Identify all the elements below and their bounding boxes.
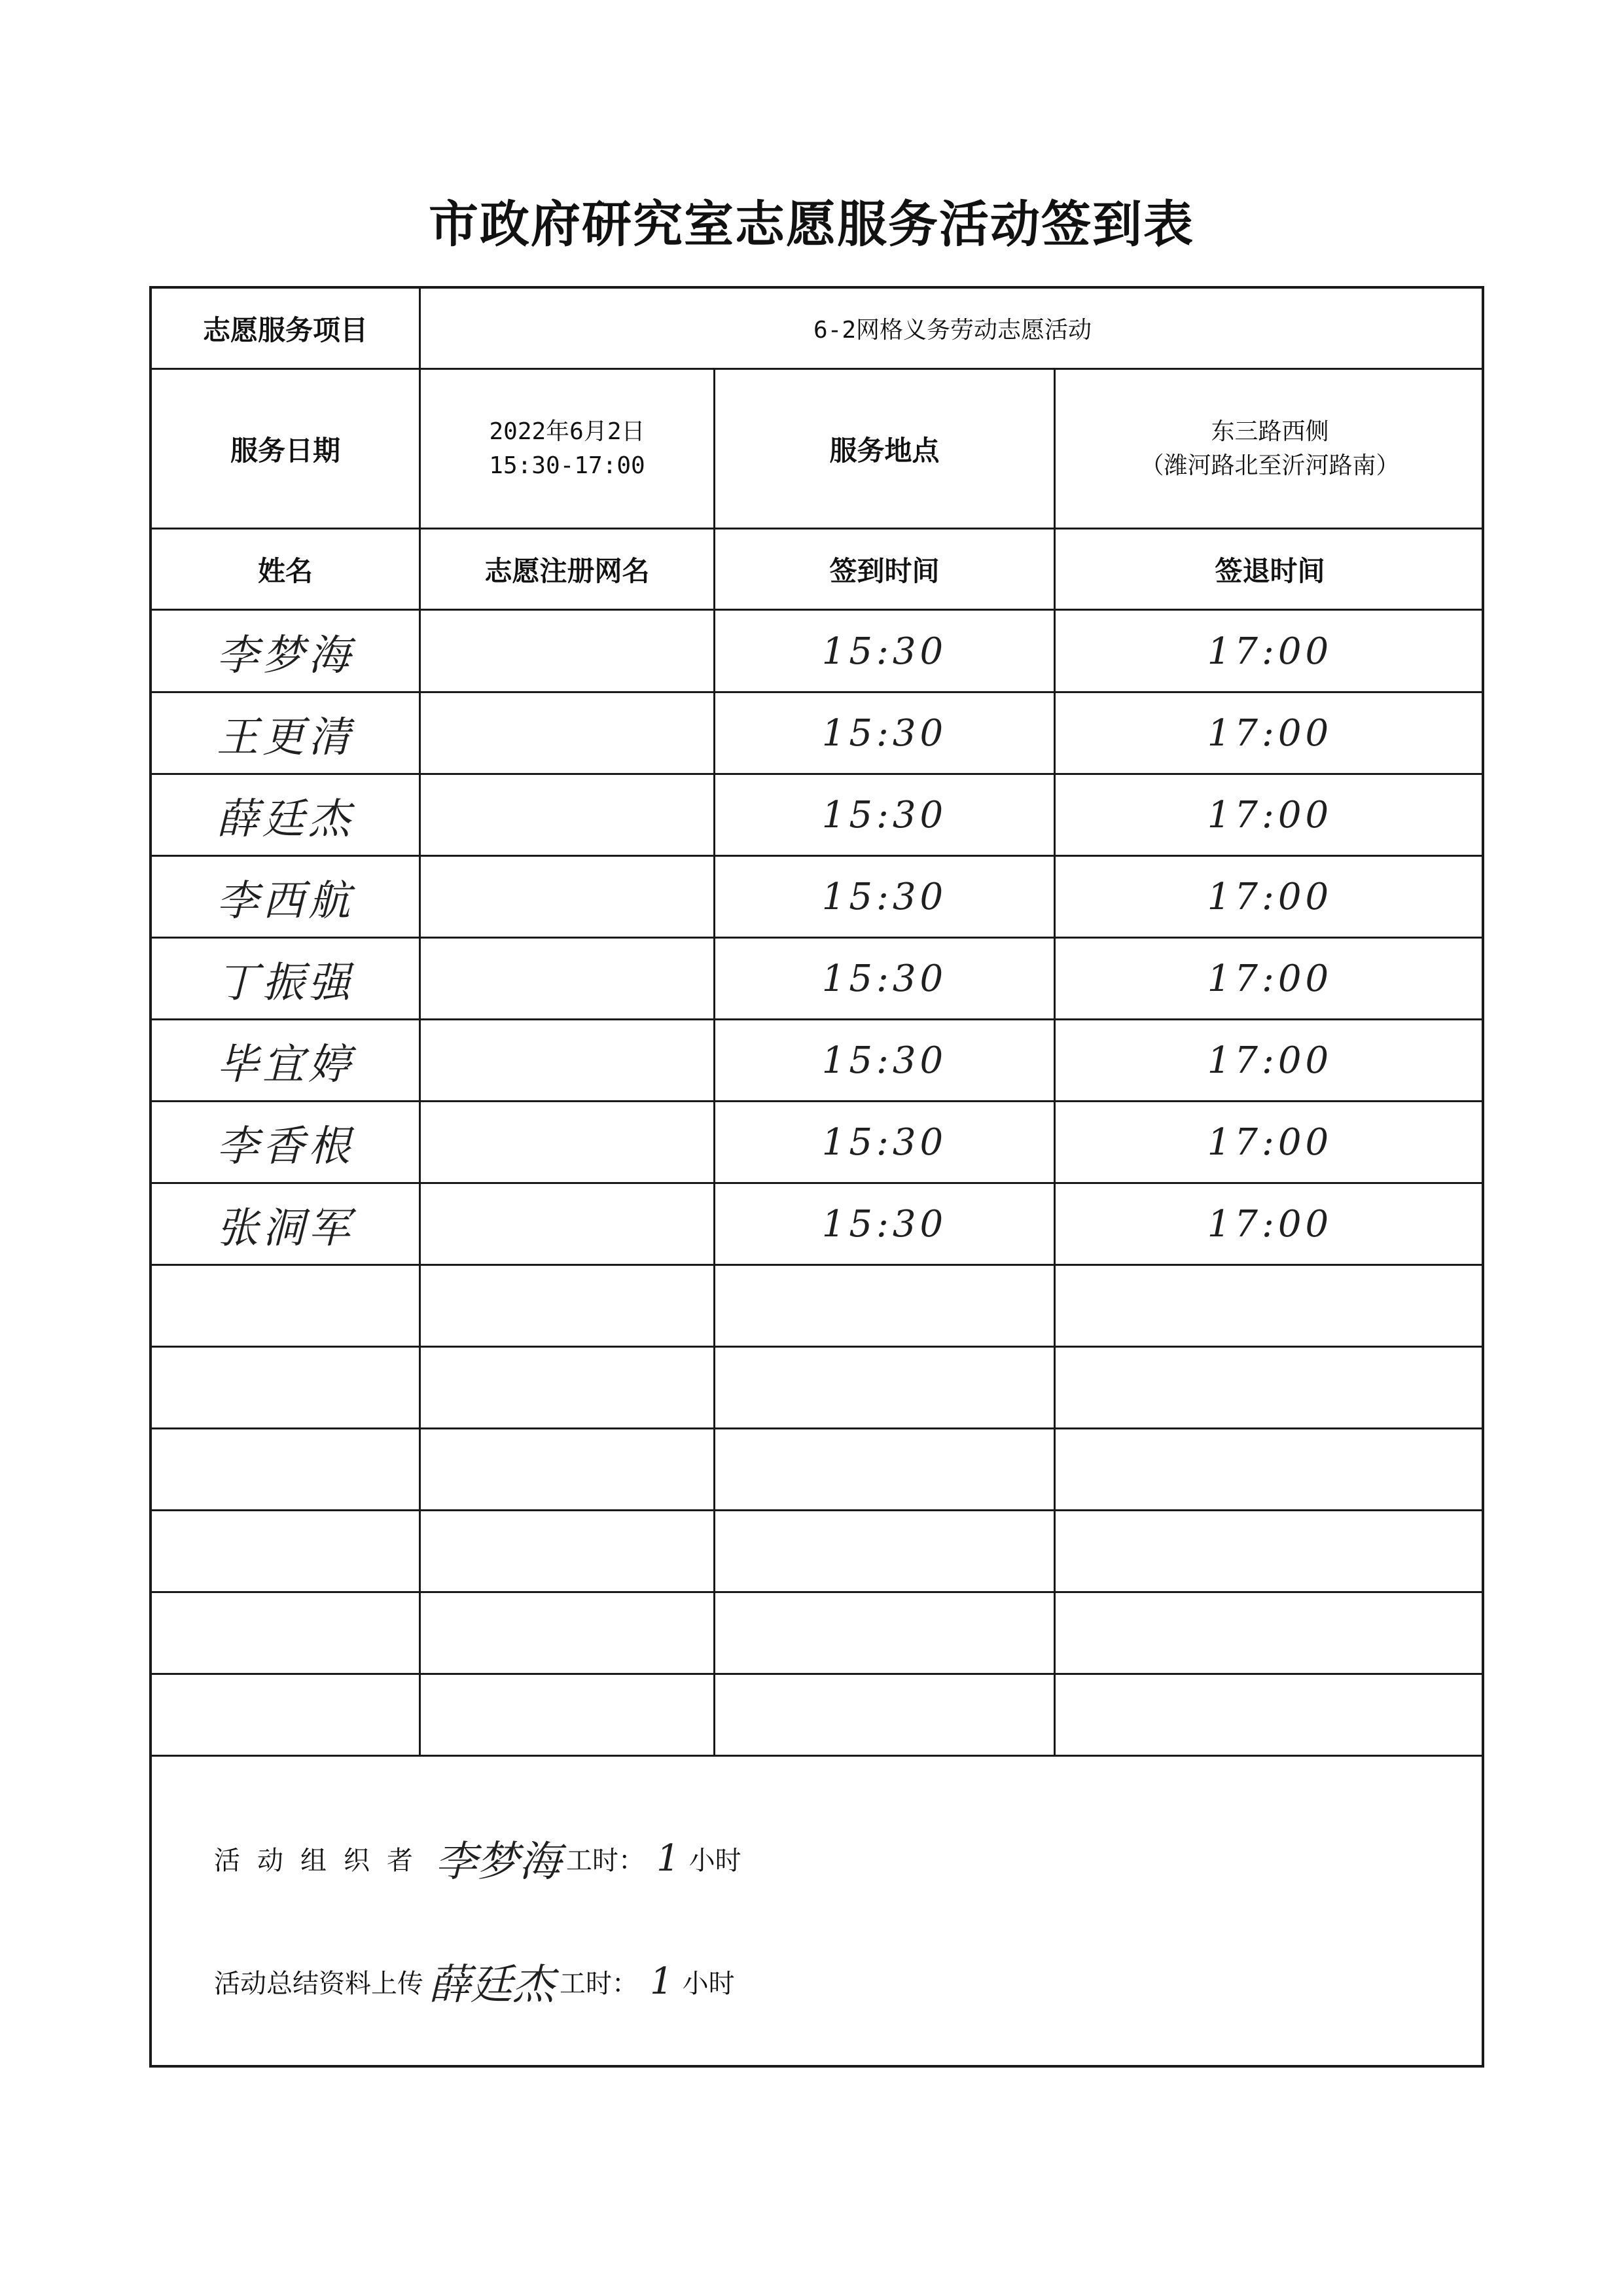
organizer-hours-label: 工时： <box>566 1845 645 1876</box>
sign-out-cell: 17:00 <box>1207 1203 1333 1246</box>
service-place-label: 服务地点 <box>829 434 940 467</box>
sign-out-cell <box>1056 1592 1484 1674</box>
project-label: 志愿服务项目 <box>202 314 368 346</box>
divider <box>152 1755 1484 1757</box>
service-date-value <box>421 370 713 528</box>
name-cell: 王更清 <box>217 713 354 762</box>
name-cell <box>152 1347 419 1429</box>
name-cell: 毕宜婷 <box>217 1040 354 1089</box>
name-cell <box>152 1511 419 1592</box>
service-date-label: 服务日期 <box>230 434 340 467</box>
organizer-hours-unit: 小时 <box>688 1845 741 1876</box>
organizer-line <box>214 1828 741 1888</box>
sign-in-cell <box>715 1265 1054 1347</box>
divider <box>419 611 421 1756</box>
nickname-cell <box>421 1265 713 1347</box>
nickname-cell <box>421 938 713 1020</box>
sign-in-cell: 15:30 <box>821 630 948 673</box>
nickname-cell <box>421 1674 713 1756</box>
name-cell <box>152 1429 419 1511</box>
sign-in-cell: 15:30 <box>821 1039 948 1082</box>
name-cell: 丁振强 <box>217 958 354 1007</box>
organizer-label: 活动组织者 <box>214 1845 430 1876</box>
sign-in-cell: 15:30 <box>821 1121 948 1164</box>
service-place-line2: （潍河路北至沂河路南） <box>1140 452 1400 479</box>
sign-in-cell: 15:30 <box>821 712 948 755</box>
name-cell: 张洞军 <box>217 1204 354 1253</box>
sign-out-cell: 17:00 <box>1207 1039 1333 1082</box>
sign-in-cell: 15:30 <box>821 1203 948 1246</box>
service-date: 2022年6月2日 <box>489 418 645 445</box>
nickname-cell <box>421 1347 713 1429</box>
sign-in-cell: 15:30 <box>821 794 948 836</box>
sign-out-cell: 17:00 <box>1207 712 1333 755</box>
sign-out-cell: 17:00 <box>1207 630 1333 673</box>
column-header-name: 姓名 <box>257 554 313 587</box>
nickname-cell <box>421 611 713 692</box>
nickname-cell <box>421 1183 713 1265</box>
name-cell: 李香根 <box>217 1122 354 1171</box>
nickname-cell <box>421 774 713 856</box>
name-cell <box>152 1674 419 1756</box>
summary-label: 活动总结资料上传 <box>214 1968 423 1999</box>
sign-in-cell <box>715 1511 1054 1592</box>
sign-out-cell <box>1056 1347 1484 1429</box>
service-time-range: 15:30-17:00 <box>489 452 645 479</box>
column-header-sign-out: 签退时间 <box>1215 554 1325 587</box>
nickname-cell <box>421 1592 713 1674</box>
name-cell <box>152 1265 419 1347</box>
organizer-signature: 李梦海 <box>435 1838 561 1886</box>
sign-out-cell: 17:00 <box>1207 794 1333 836</box>
summary-hours-unit: 小时 <box>682 1968 735 1999</box>
sign-out-cell: 17:00 <box>1207 876 1333 918</box>
nickname-cell <box>421 1511 713 1592</box>
sign-out-cell <box>1056 1429 1484 1511</box>
sign-out-cell: 17:00 <box>1207 958 1333 1000</box>
nickname-cell <box>421 856 713 938</box>
form-title: 市政府研究室志愿服务活动签到表 <box>429 195 1194 253</box>
sign-out-cell <box>1056 1511 1484 1592</box>
organizer-hours-value: 1 <box>656 1837 680 1880</box>
sign-in-cell: 15:30 <box>821 958 948 1000</box>
name-cell <box>152 1592 419 1674</box>
service-place-value <box>1056 370 1484 528</box>
sign-in-cell <box>715 1429 1054 1511</box>
column-header-sign-in: 签到时间 <box>829 554 940 587</box>
service-place-line1: 东三路西侧 <box>1211 418 1329 445</box>
summary-hours-value: 1 <box>650 1960 673 2003</box>
summary-signature: 薛廷杰 <box>429 1961 554 2009</box>
sign-out-cell <box>1056 1674 1484 1756</box>
divider <box>713 611 715 1756</box>
sign-out-cell <box>1056 1265 1484 1347</box>
summary-line <box>214 1951 735 2011</box>
sign-in-cell <box>715 1592 1054 1674</box>
name-cell: 李梦海 <box>217 631 354 680</box>
name-cell: 薛廷杰 <box>217 795 354 844</box>
column-header-nickname: 志愿注册网名 <box>484 554 650 587</box>
nickname-cell <box>421 1429 713 1511</box>
sign-out-cell: 17:00 <box>1207 1121 1333 1164</box>
name-cell: 李西航 <box>217 876 354 925</box>
summary-hours-label: 工时： <box>560 1968 638 1999</box>
signin-form-table <box>149 286 1484 2068</box>
project-value: 6-2网格义务劳动志愿活动 <box>813 317 1092 344</box>
nickname-cell <box>421 1020 713 1102</box>
sign-in-cell: 15:30 <box>821 876 948 918</box>
divider <box>1054 611 1056 1756</box>
nickname-cell <box>421 692 713 774</box>
nickname-cell <box>421 1102 713 1183</box>
sign-in-cell <box>715 1674 1054 1756</box>
sign-in-cell <box>715 1347 1054 1429</box>
